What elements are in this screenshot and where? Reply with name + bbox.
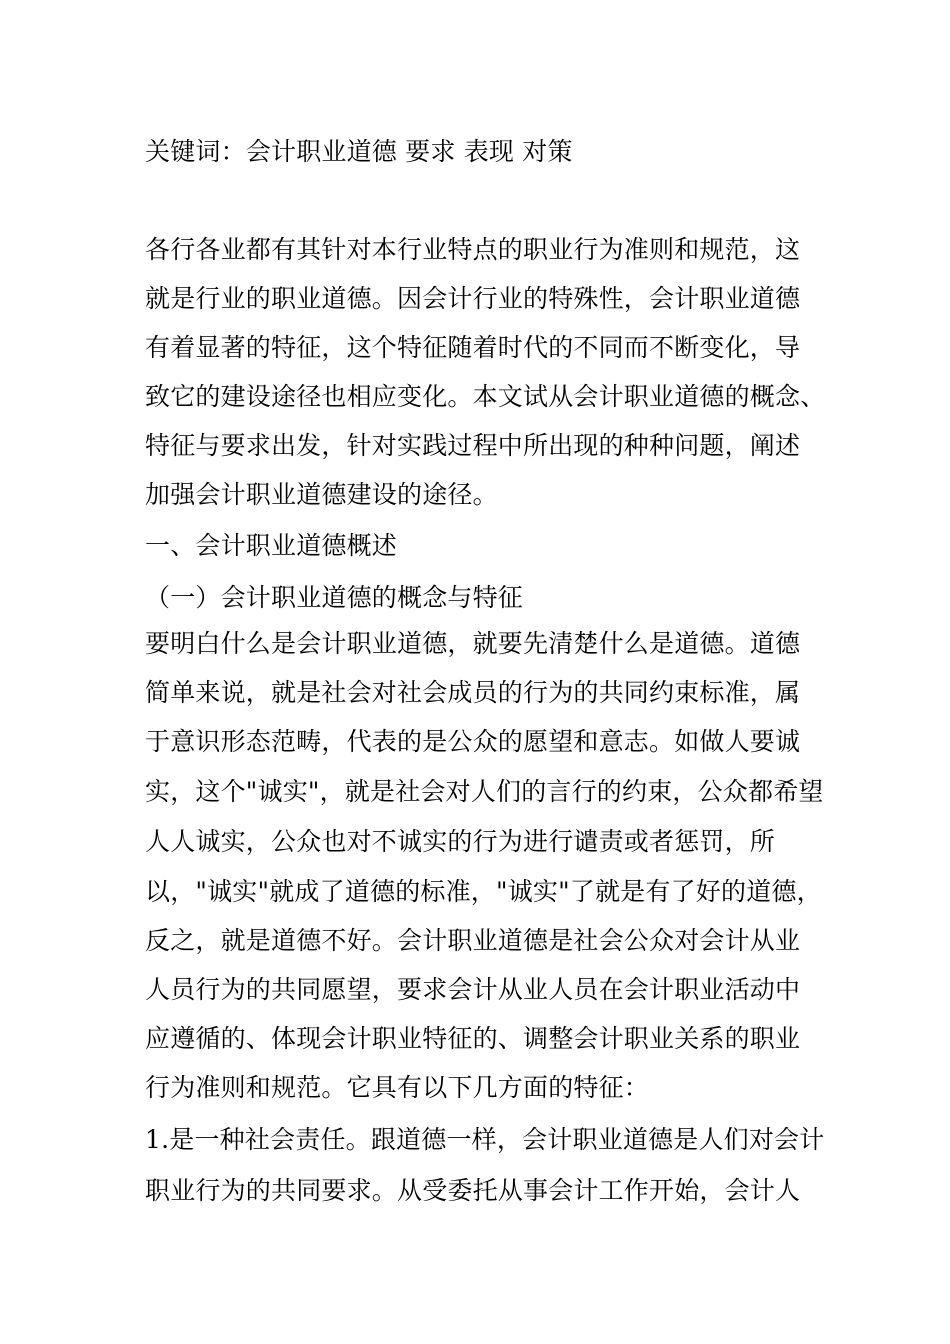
text-line: 特征与要求出发，针对实践过程中所出现的种种问题，阐述 [145, 431, 801, 460]
text-line: 有着显著的特征，这个特征随着时代的不同而不断变化，导 [145, 333, 801, 362]
text-line: 人人诚实，公众也对不诚实的行为进行谴责或者惩罚，所 [145, 827, 776, 856]
text-line: 以，"诚实"就成了道德的标准，"诚实"了就是有了好的道德， [145, 877, 822, 906]
text-line: 人员行为的共同愿望，要求会计从业人员在会计职业活动中 [145, 975, 801, 1004]
text-line: 应遵循的、体现会计职业特征的、调整会计职业关系的职业 [145, 1024, 801, 1053]
text-line: 于意识形态范畴，代表的是公众的愿望和意志。如做人要诚 [145, 727, 801, 756]
section-heading: 一、会计职业道德概述 [145, 531, 398, 560]
text-line: 加强会计职业道德建设的途径。 [145, 480, 498, 509]
text-line: 反之，就是道德不好。会计职业道德是社会公众对会计从业 [145, 926, 801, 955]
text-line: 简单来说，就是社会对社会成员的行为的共同约束标准，属 [145, 678, 801, 707]
text-line: 致它的建设途径也相应变化。本文试从会计职业道德的概念、 [145, 382, 826, 411]
list-item-line: 1.是一种社会责任。跟道德一样，会计职业道德是人们对会计 [145, 1125, 825, 1154]
text-line: 就是行业的职业道德。因会计行业的特殊性，会计职业道德 [145, 284, 801, 313]
subsection-heading: （一）会计职业道德的概念与特征 [145, 583, 524, 612]
text-line: 职业行为的共同要求。从受委托从事会计工作开始，会计人 [145, 1176, 801, 1205]
text-line: 各行各业都有其针对本行业特点的职业行为准则和规范，这 [145, 235, 801, 264]
text-line: 实，这个"诚实"，就是社会对人们的言行的约束，公众都希望 [145, 777, 824, 806]
text-line: 要明白什么是会计职业道德，就要先清楚什么是道德。道德 [145, 629, 801, 658]
text-line: 行为准则和规范。它具有以下几方面的特征： [145, 1073, 650, 1102]
keywords-line: 关键词：会计职业道德 要求 表现 对策 [145, 137, 573, 166]
